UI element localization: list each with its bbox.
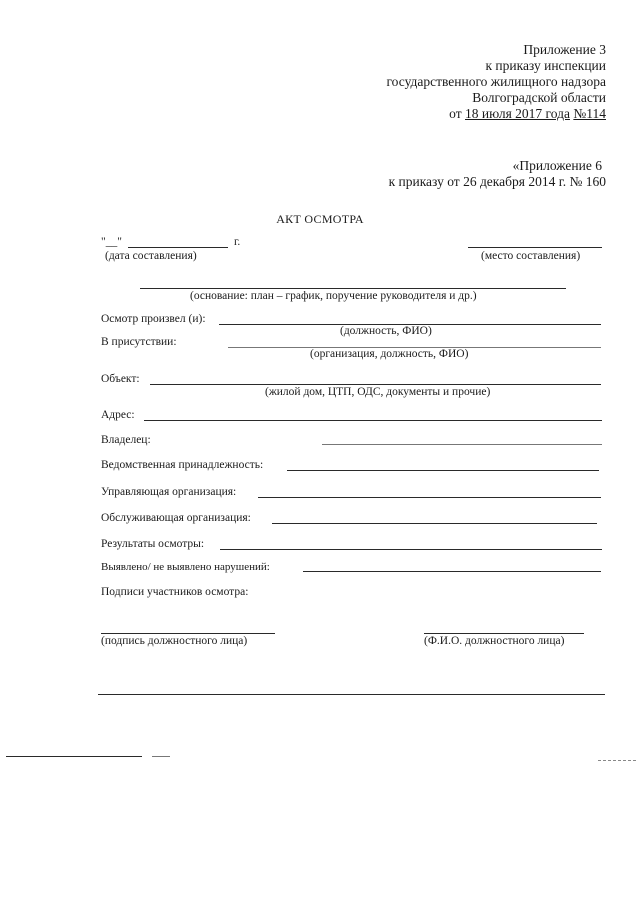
appendix-order-ref [386,106,606,122]
appendix-header [386,42,606,122]
appendix-line: «Приложение 6 [512,158,602,173]
owner-line[interactable] [322,444,602,445]
year-suffix: г. [234,236,241,248]
place-line [468,247,602,248]
results-line[interactable] [220,549,602,550]
footer-rule-right [598,760,636,761]
appendix-line: к приказу инспекции [485,58,606,73]
address-line[interactable] [144,420,602,421]
service-line[interactable] [272,523,597,524]
service-label: Обслуживающая организация: [101,512,251,524]
date-hint: (дата составления) [105,250,197,262]
bottom-separator [98,694,605,695]
violations-label: Выявлено/ не выявлено нарушений: [101,561,270,573]
address-label: Адрес: [101,409,135,421]
violations-line[interactable] [303,571,601,572]
date-line [128,247,228,248]
signatures-label: Подписи участников осмотра: [101,586,249,598]
object-label: Объект: [101,373,140,385]
appendix-line: государственного жилищного надзора [386,74,606,89]
signature-left-hint: (подпись должностного лица) [101,635,248,647]
inspector-hint: (должность, ФИО) [340,325,432,337]
owner-label: Владелец: [101,434,151,446]
results-label: Результаты осмотры: [101,538,205,550]
appendix-order-number: №114 [573,106,606,121]
basis-hint: (основание: план – график, поручение руководителя и др.) [190,290,477,302]
appendix-order-date: 18 июля 2017 года [465,106,570,121]
appendix-line: Приложение 3 [523,42,606,57]
present-hint: (организация, должность, ФИО) [310,348,469,360]
department-line[interactable] [287,470,599,471]
management-label: Управляющая организация: [101,486,237,498]
appendix-line: Волгоградской области [472,90,606,105]
basis-line [140,288,566,289]
signature-line-right[interactable] [424,633,584,634]
inspector-label: Осмотр произвел (и): [101,313,206,325]
present-label: В присутствии: [101,336,177,348]
document-title: АКТ ОСМОТРА [276,212,364,226]
management-line[interactable] [258,497,601,498]
object-hint: (жилой дом, ЦТП, ОДС, документы и прочие) [265,386,491,398]
appendix-line: к приказу от 26 декабря 2014 г. № 160 [388,174,606,189]
object-line[interactable] [150,384,601,385]
date-quote-field: "__" [101,236,122,248]
footer-rule-left [6,756,142,757]
signature-right-hint: (Ф.И.О. должностного лица) [424,635,565,647]
department-label: Ведомственная принадлежность: [101,459,264,471]
previous-appendix-header [389,158,606,190]
signature-line-left[interactable] [101,633,275,634]
appendix-order-prefix: от [449,106,462,121]
footer-rule-mark [152,756,170,757]
place-hint: (место составления) [481,250,581,262]
